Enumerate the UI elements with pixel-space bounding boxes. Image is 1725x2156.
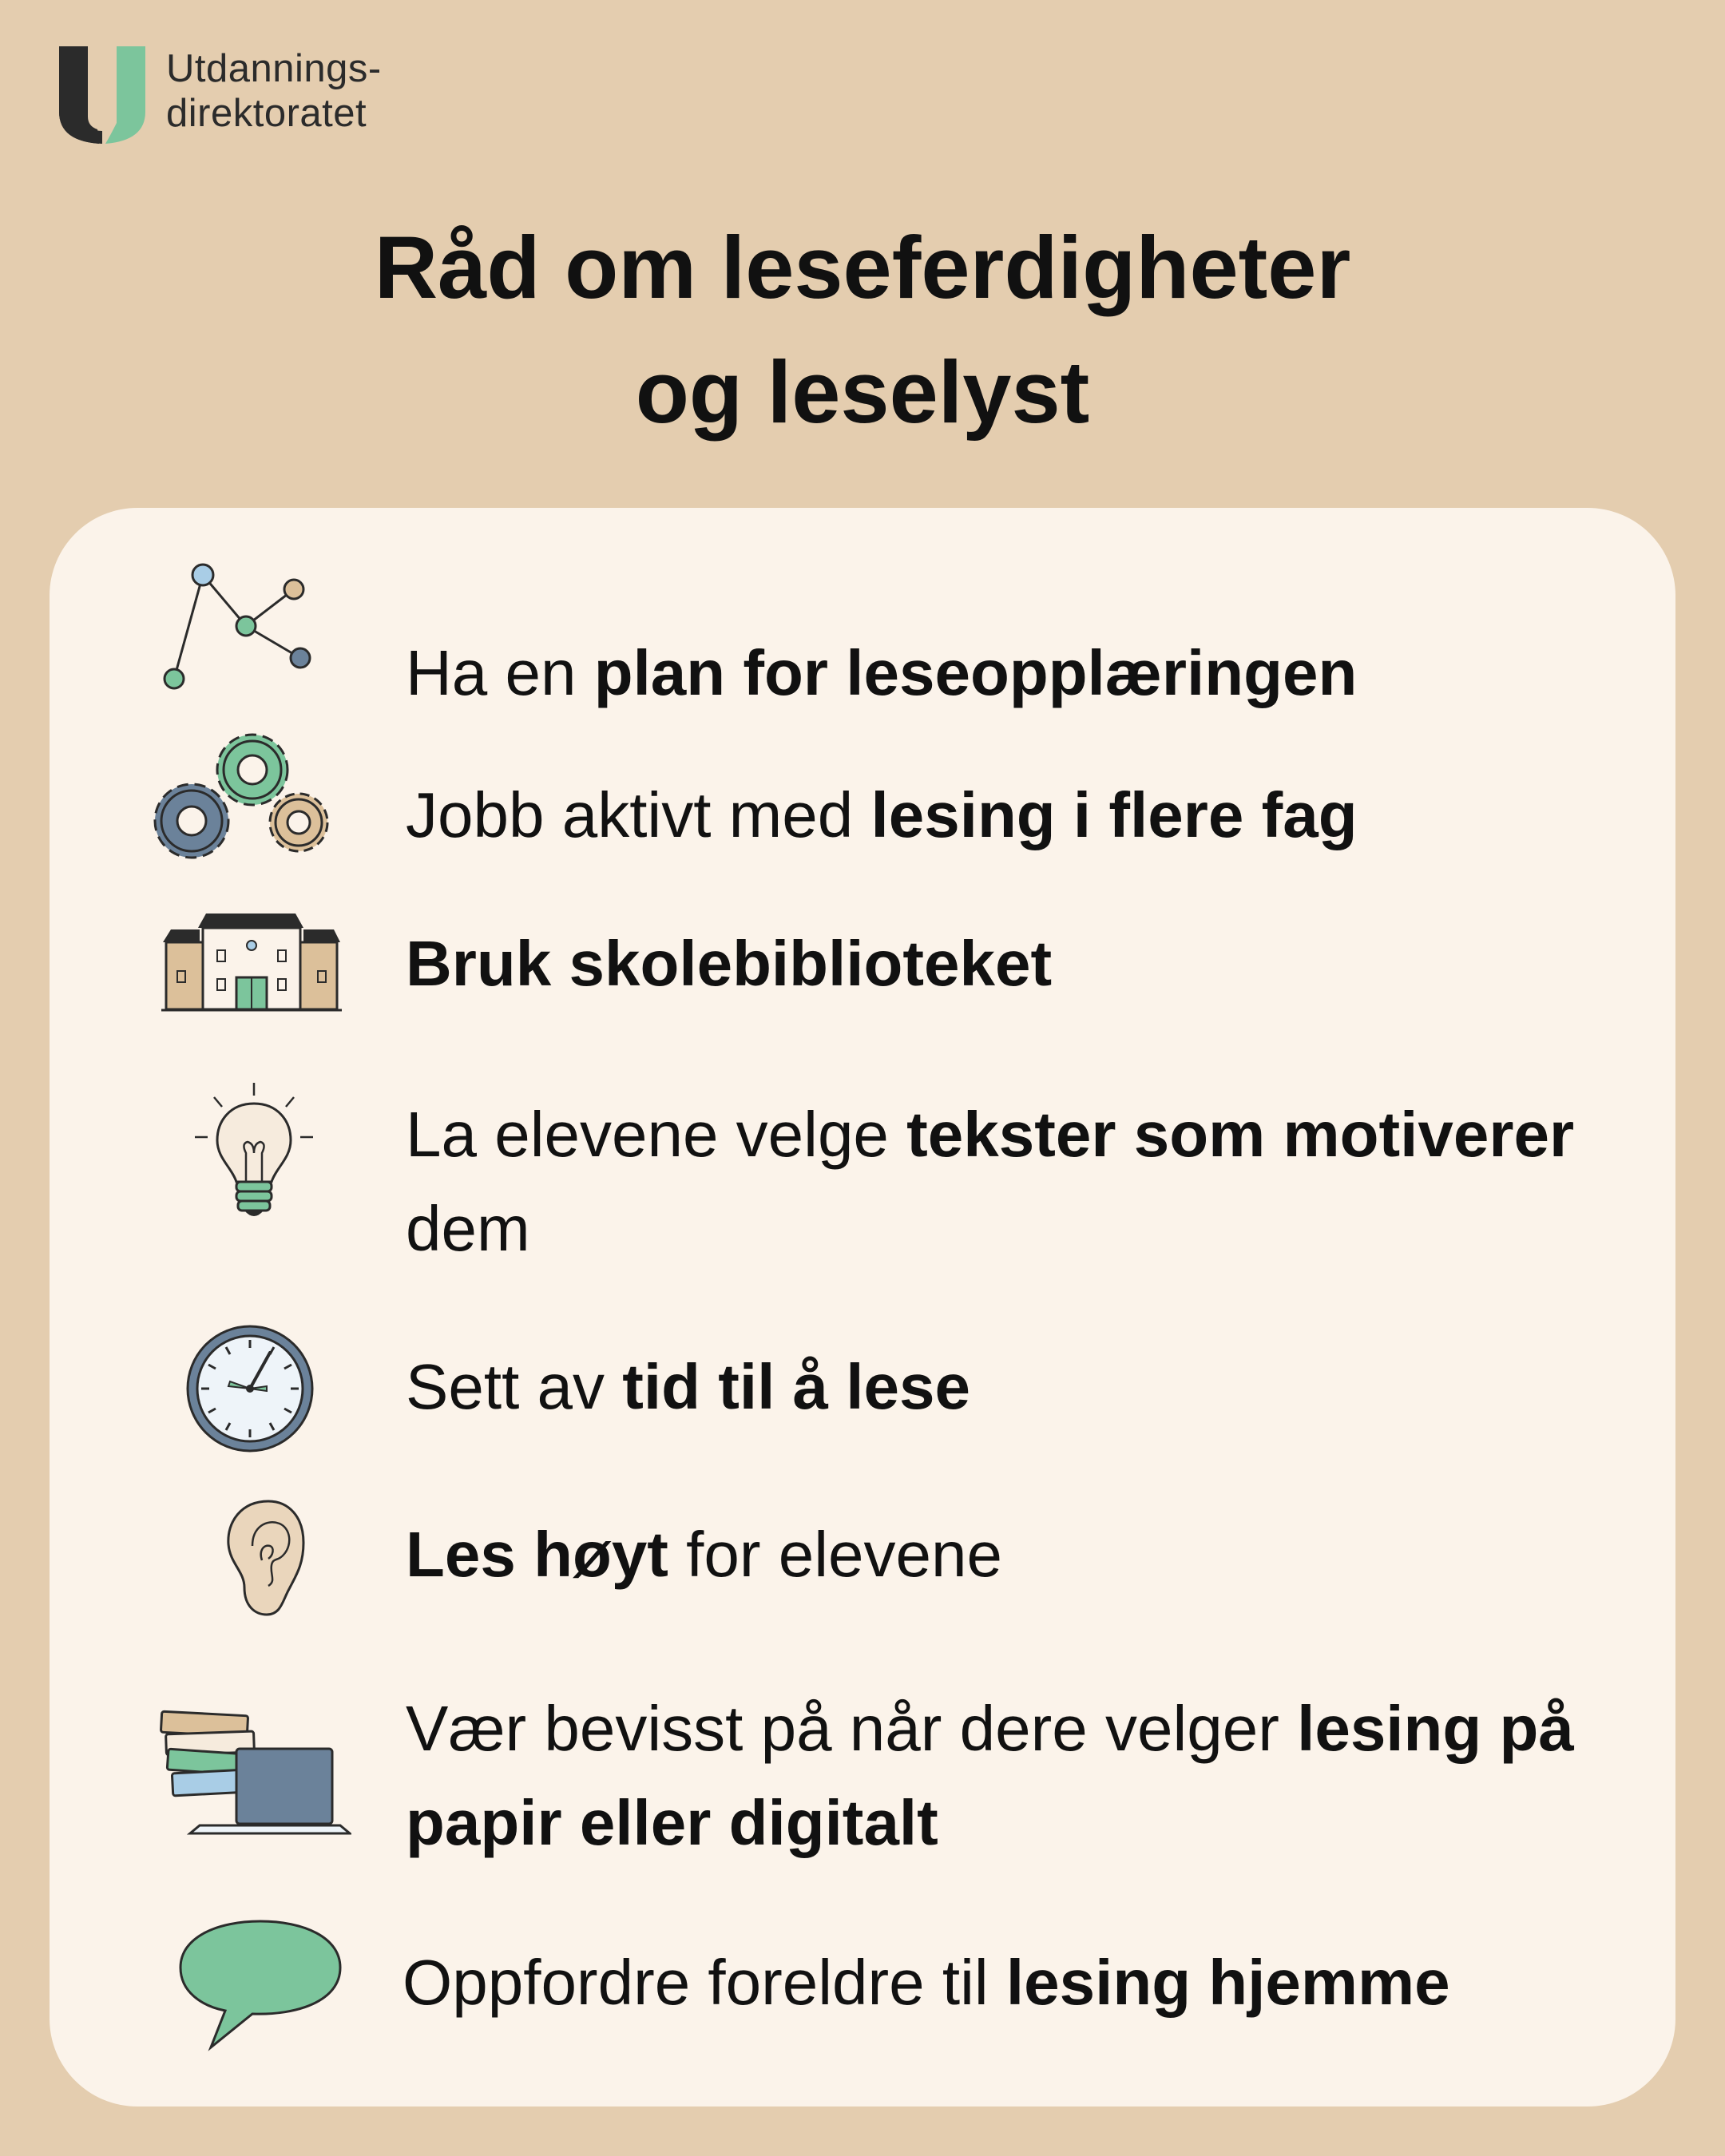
advice-text-normal: Sett av <box>406 1351 623 1422</box>
logo-text <box>166 46 382 136</box>
advice-text-bold: tekster som motiverer <box>906 1099 1575 1170</box>
logo-line-2: direktoratet <box>166 92 367 135</box>
advice-text-bold: tid til å lese <box>622 1351 970 1422</box>
advice-text-library <box>406 917 1652 1011</box>
school-building-icon <box>161 912 345 1016</box>
books-laptop-icon <box>160 1682 351 1841</box>
page-title <box>0 206 1725 455</box>
network-icon <box>160 559 367 695</box>
advice-text-normal: Vær bevisst på når dere velger <box>406 1693 1298 1764</box>
advice-text-normal: Ha en <box>406 637 594 708</box>
advice-text-home <box>402 1936 1648 2030</box>
page-title-line-2: og leselyst <box>635 343 1090 442</box>
ear-icon <box>217 1498 313 1618</box>
logo <box>58 43 425 147</box>
advice-text-normal: for elevene <box>668 1519 1002 1590</box>
advice-text-plan <box>406 626 1652 720</box>
advice-text-texts <box>406 1088 1652 1276</box>
advice-text-paper-digital <box>406 1682 1652 1870</box>
advice-text-time <box>406 1340 1652 1434</box>
lightbulb-icon <box>190 1076 318 1228</box>
advice-text-bold: plan for leseopplæringen <box>593 637 1358 708</box>
advice-text-normal: Jobb aktivt med <box>406 779 871 850</box>
advice-text-read-aloud <box>406 1508 1652 1602</box>
clock-icon <box>184 1322 316 1455</box>
advice-card <box>50 508 1675 2106</box>
advice-text-bold: lesing på papir eller digitalt <box>406 1693 1574 1858</box>
advice-text-bold: Bruk skolebiblioteket <box>406 928 1053 999</box>
advice-text-normal: La elevene velge <box>406 1099 907 1170</box>
advice-text-normal: dem <box>406 1193 530 1264</box>
logo-line-1: Utdannings- <box>166 47 382 90</box>
advice-text-bold: lesing i flere fag <box>870 779 1358 850</box>
advice-text-bold: Les høyt <box>406 1519 668 1590</box>
advice-text-subjects <box>406 768 1652 862</box>
gears-icon <box>150 725 350 869</box>
page-title-line-1: Råd om leseferdigheter <box>374 219 1351 317</box>
advice-text-bold: lesing hjemme <box>1005 1947 1450 2018</box>
advice-text-normal: Oppfordre foreldre til <box>402 1947 1006 2018</box>
logo-mark-icon <box>58 43 147 144</box>
speech-bubble-icon <box>177 1918 345 2054</box>
